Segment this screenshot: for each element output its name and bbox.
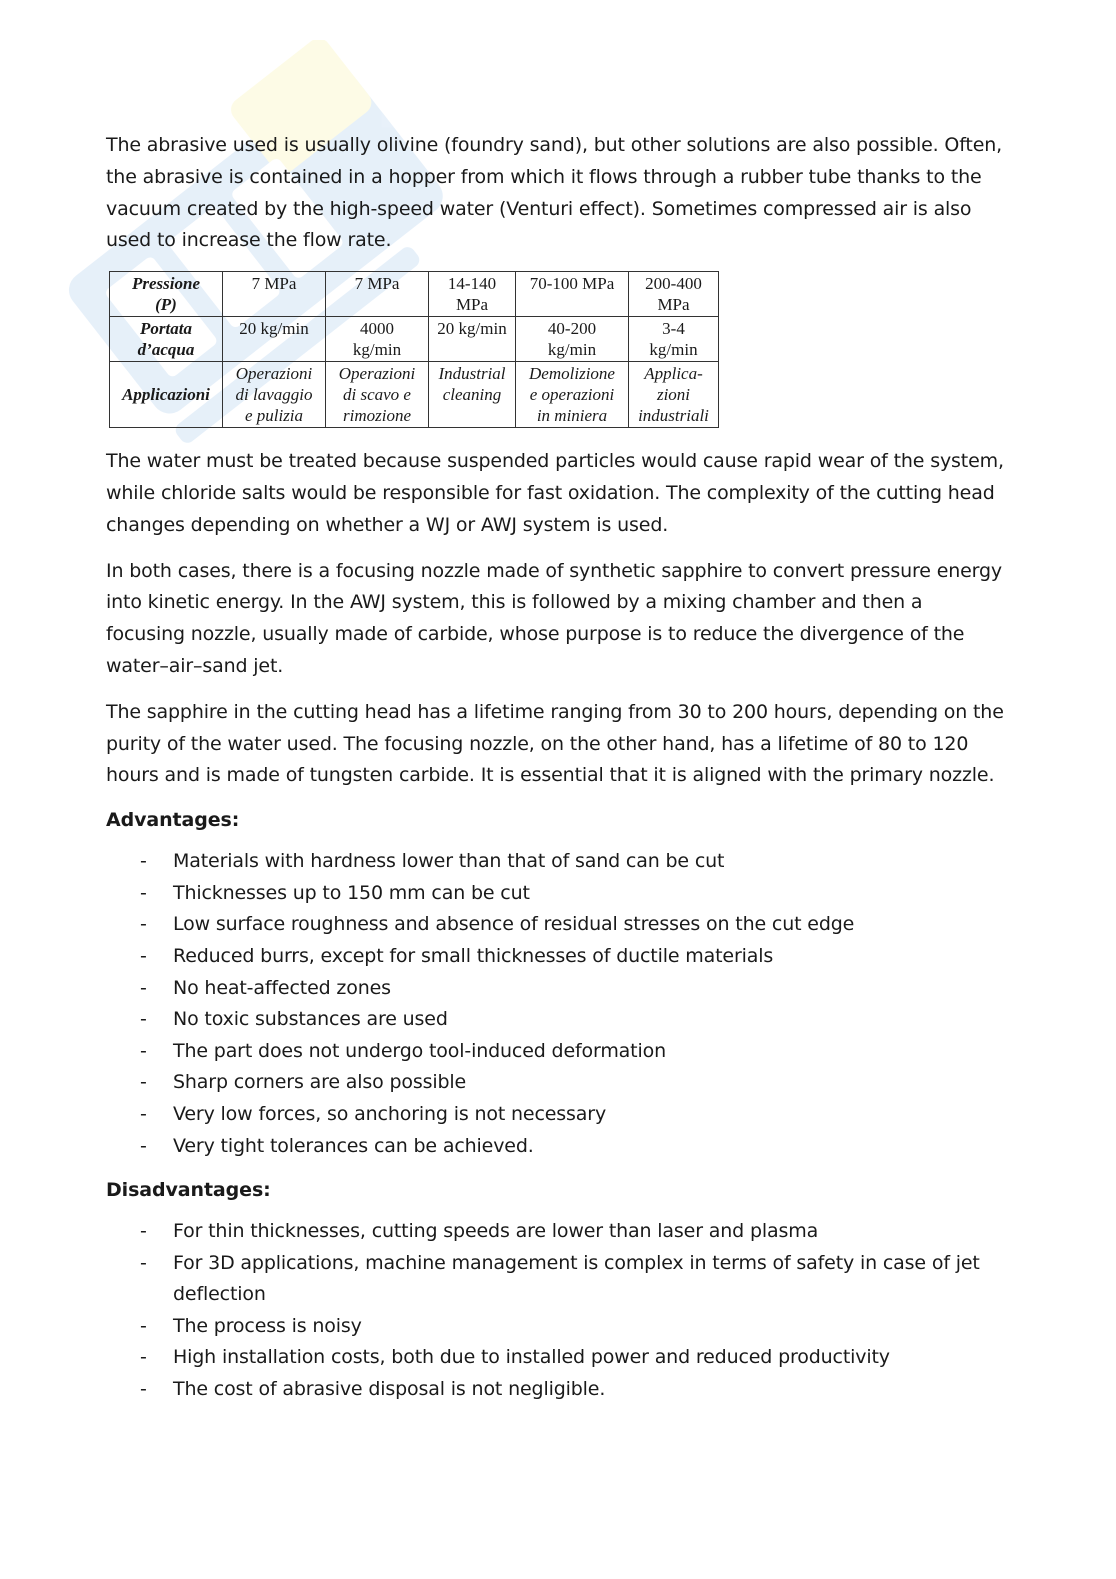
table-cell: 200-400 MPa xyxy=(629,272,719,317)
table-cell: Applica- zioni industriali xyxy=(629,362,719,428)
waterjet-parameters-table-wrap xyxy=(109,271,1006,428)
table-row-pressure xyxy=(110,272,719,317)
list-item: - Reduced burrs, except for small thicknesses of ductile materials xyxy=(140,944,774,967)
list-item: - No heat-affected zones xyxy=(140,976,391,999)
list-item: - The part does not undergo tool-induced deformation xyxy=(140,1039,666,1062)
list-item: - Low surface roughness and absence of residual stresses on the cut edge xyxy=(140,913,855,936)
list-item: - Thicknesses up to 150 mm can be cut xyxy=(140,881,530,904)
disadvantages-heading: Disadvantages: xyxy=(106,1179,271,1202)
table-cell: 14-140 MPa xyxy=(429,272,516,317)
disadvantages-list xyxy=(106,1216,1006,1406)
table-cell: Operazioni di lavaggio e pulizia xyxy=(223,362,326,428)
advantages-list xyxy=(106,846,1006,1162)
row-header-flow: Portata d’acqua xyxy=(110,317,223,362)
table-cell: Industrial cleaning xyxy=(429,362,516,428)
list-item: - For 3D applications, machine management is complex in terms of safety in case of jet deflection xyxy=(140,1251,980,1306)
list-item: - Sharp corners are also possible xyxy=(140,1071,467,1094)
row-header-pressure: Pressione (P) xyxy=(110,272,223,317)
row-header-applications: Applicazioni xyxy=(110,362,223,428)
table-cell: Demolizione e operazioni in miniera xyxy=(516,362,629,428)
list-item: - High installation costs, both due to installed power and reduced productivity xyxy=(140,1346,890,1369)
list-item: - The cost of abrasive disposal is not negligible. xyxy=(140,1378,606,1401)
table-row-flow xyxy=(110,317,719,362)
waterjet-parameters-table xyxy=(109,271,719,428)
list-item: - Very low forces, so anchoring is not necessary xyxy=(140,1102,607,1125)
list-item: - Materials with hardness lower than that of sand can be cut xyxy=(140,850,725,873)
list-item: - Very tight tolerances can be achieved. xyxy=(140,1134,534,1157)
table-cell: 4000 kg/min xyxy=(326,317,429,362)
table-cell: 7 MPa xyxy=(223,272,326,317)
list-item: - The process is noisy xyxy=(140,1314,362,1337)
table-cell: 3-4 kg/min xyxy=(629,317,719,362)
paragraph-water-treatment: The water must be treated because suspended particles would cause rapid wear of the system, while chloride salts would be responsible for fast oxidation. The complexity of the cutting head changes depending on whether a WJ or AWJ system is used. xyxy=(106,450,1004,536)
table-row-applications xyxy=(110,362,719,428)
table-cell: 20 kg/min xyxy=(223,317,326,362)
list-item: - For thin thicknesses, cutting speeds are lower than laser and plasma xyxy=(140,1220,819,1243)
table-cell: 20 kg/min xyxy=(429,317,516,362)
paragraph-sapphire-lifetime: The sapphire in the cutting head has a lifetime ranging from 30 to 200 hours, depending on the purity of the water used. The focusing nozzle, on the other hand, has a lifetime of 80 to 120 hours and is made of tungsten carbide. It is essential that it is aligned with the primary nozzle. xyxy=(106,700,1004,787)
table-cell: 40-200 kg/min xyxy=(516,317,629,362)
paragraph-focusing-nozzle: In both cases, there is a focusing nozzle made of synthetic sapphire to convert pressure energy into kinetic energy. In the AWJ system, this is followed by a mixing chamber and then a focusing nozzle, usually made of carbide, whose purpose is to reduce the divergence of the water–air–sand jet. xyxy=(106,559,1003,677)
table-cell: Operazioni di scavo e rimozione xyxy=(326,362,429,428)
table-cell: 7 MPa xyxy=(326,272,429,317)
table-cell: 70-100 MPa xyxy=(516,272,629,317)
advantages-heading: Advantages: xyxy=(106,809,240,832)
list-item: - No toxic substances are used xyxy=(140,1008,448,1031)
document-body xyxy=(106,130,1006,1420)
paragraph-abrasive: The abrasive used is usually olivine (foundry sand), but other solutions are also possible. Often, the abrasive is contained in a hopper from which it flows through a rubber tube thanks to the vacuum created by the high-speed water (Venturi effect). Sometimes compressed air is also used to increase the flow rate. xyxy=(106,134,1003,252)
